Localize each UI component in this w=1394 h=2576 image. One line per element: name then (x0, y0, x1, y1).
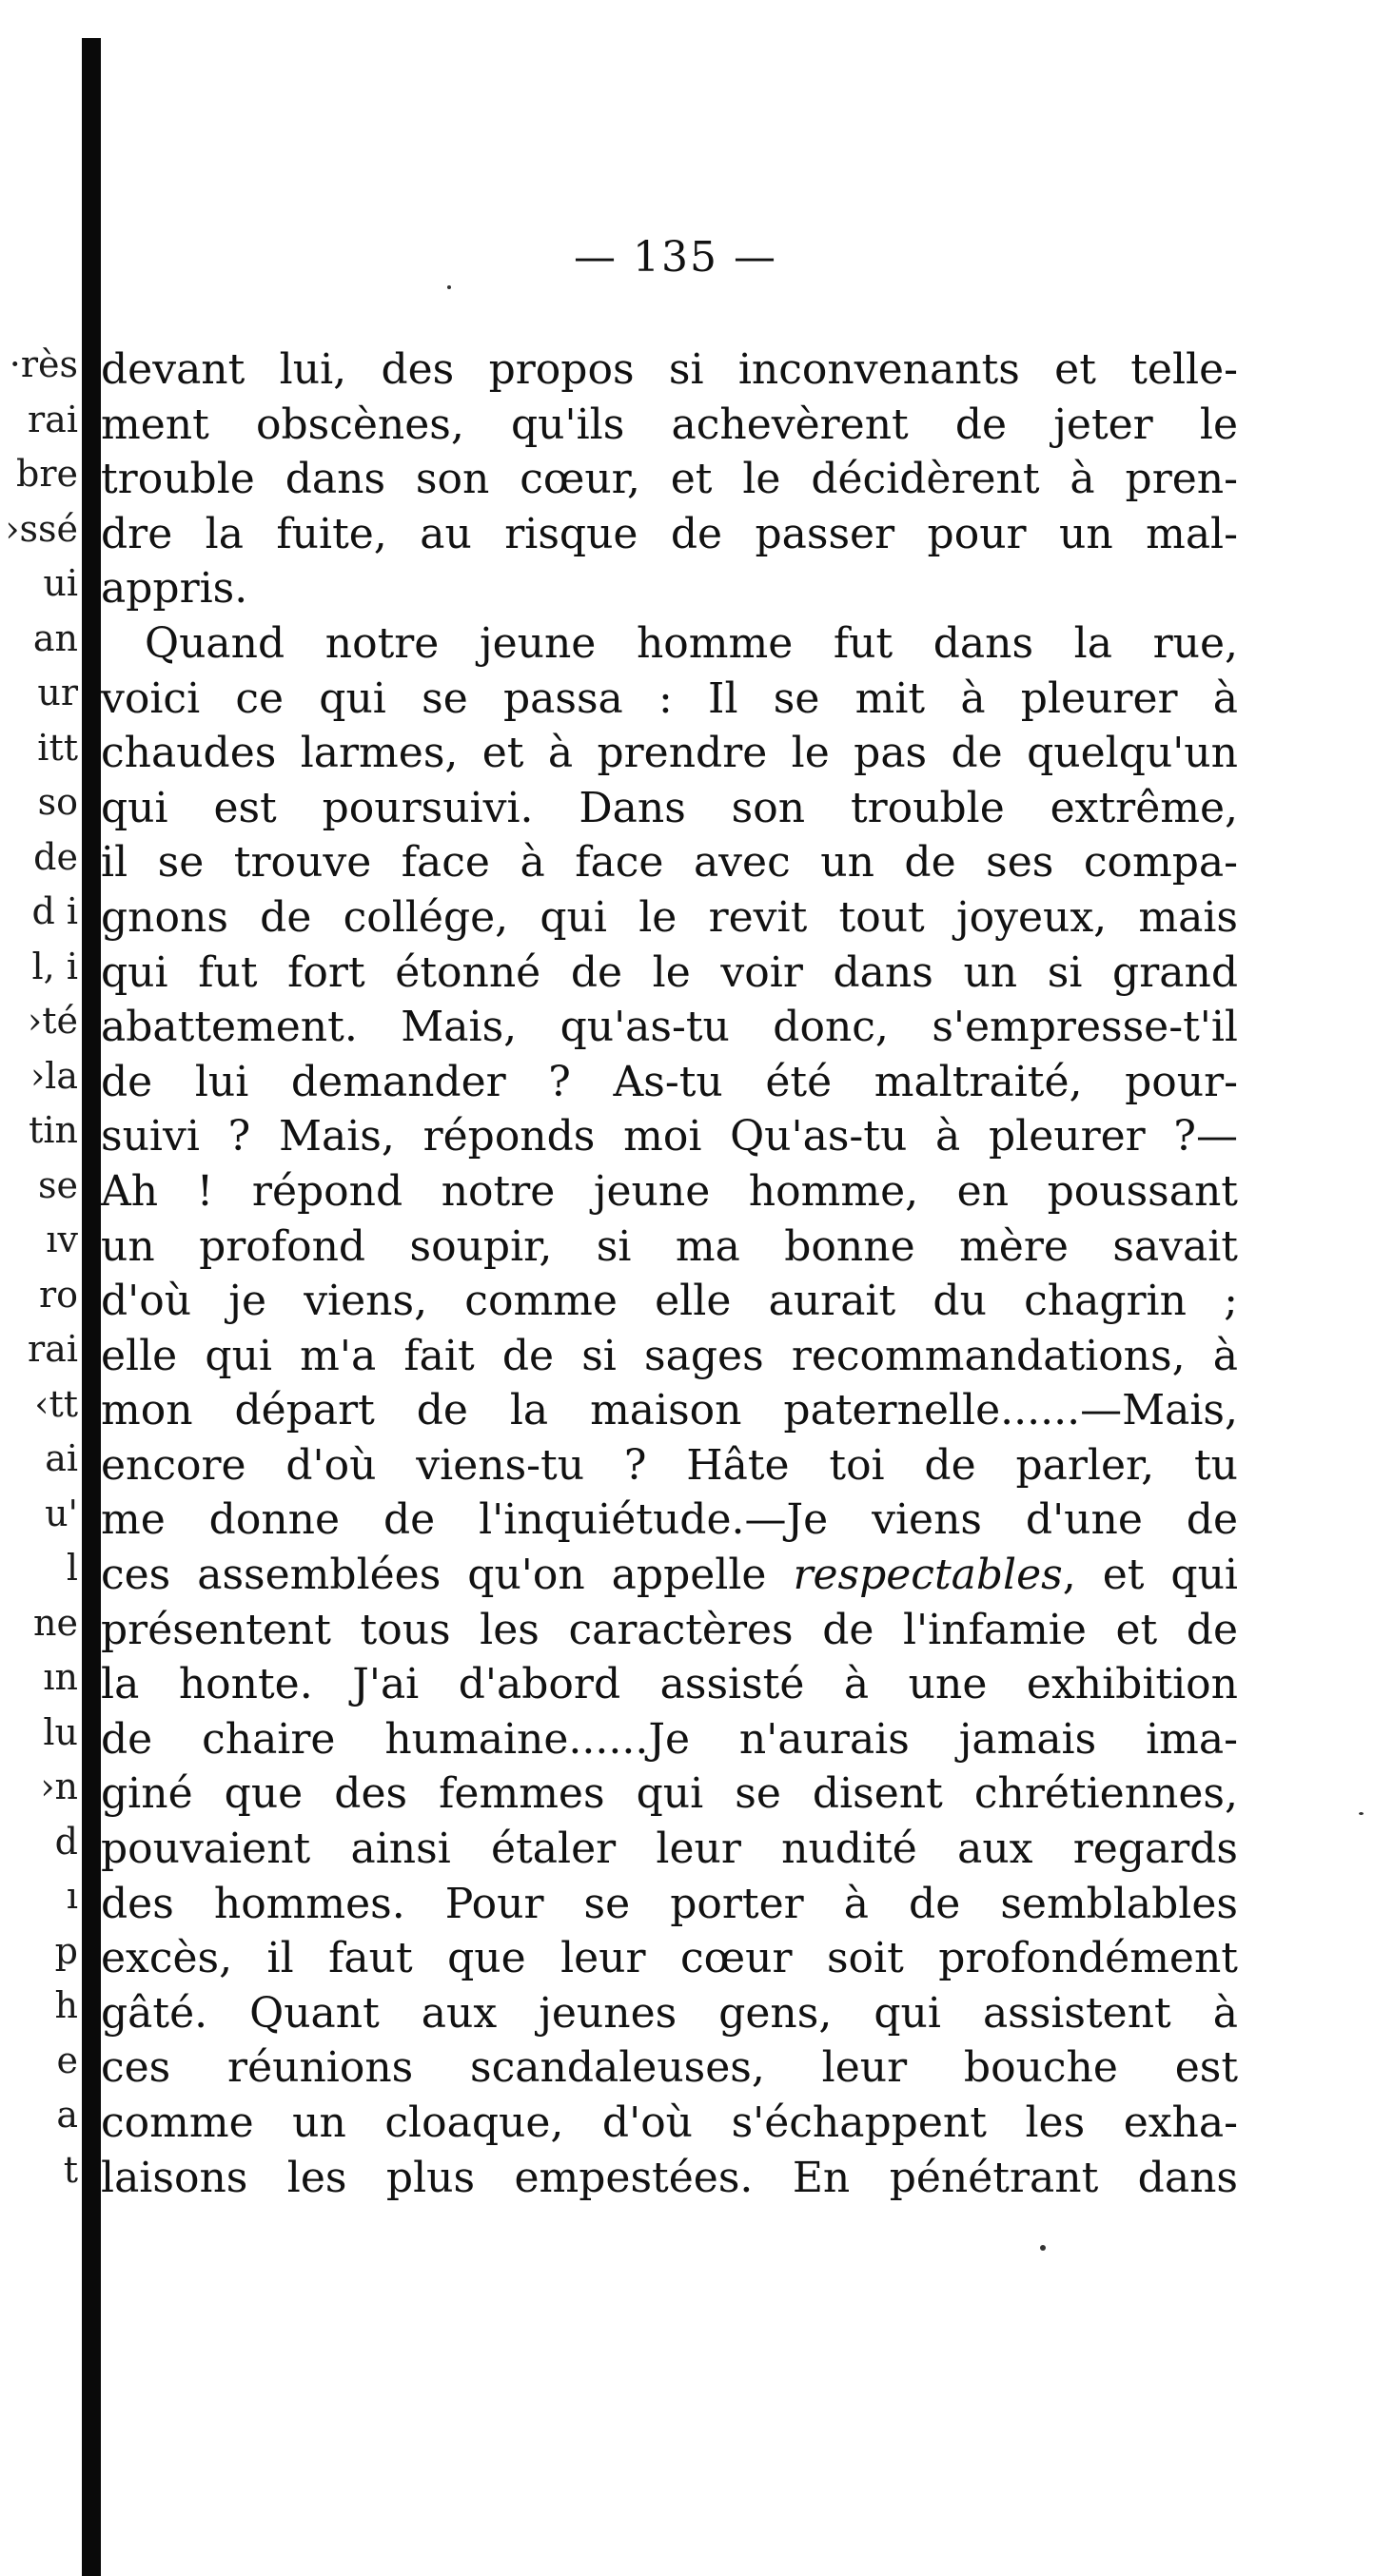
margin-fragment: p (54, 1929, 78, 1972)
text-line: de chaire humaine......Je n'aurais jamais ima- (101, 1714, 1238, 1764)
text-line: il se trouve face à face avec un de ses compa- (101, 838, 1238, 888)
text-line: appris. (101, 564, 248, 614)
text-line: dre la fuite, au risque de passer pour un mal- (101, 509, 1238, 558)
text-line: laisons les plus empestées. En pénétrant dans (101, 2153, 1238, 2202)
text-line: qui est poursuivi. Dans son trouble extrême, (101, 783, 1238, 832)
margin-fragment: e (56, 2039, 78, 2081)
margin-fragment: a (56, 2094, 78, 2136)
binding-shadow-bar (82, 38, 101, 2576)
text-line: elle qui m'a fait de si sages recommandations, à (101, 1331, 1238, 1380)
text-line: comme un cloaque, d'où s'échappent les exha- (101, 2098, 1238, 2147)
text-line: mon départ de la maison paternelle......—Mais, (101, 1386, 1238, 1435)
margin-fragment: l, i (31, 945, 78, 987)
text-line: excès, il faut que leur cœur soit profondément (101, 1934, 1238, 1983)
margin-fragment: ui (43, 562, 78, 604)
text-line: voici ce qui se passa : Il se mit à pleurer à (101, 673, 1238, 723)
margin-fragment: tin (29, 1109, 78, 1151)
text-line (101, 1548, 1238, 1603)
italic-term: respectables (793, 1551, 1063, 1600)
text-line: pouvaient ainsi étaler leur nudité aux regards (101, 1825, 1238, 1874)
text-line: suivi ? Mais, réponds moi Qu'as-tu à pleurer ?— (101, 1112, 1238, 1161)
margin-fragment: de (33, 835, 78, 878)
text-line: gnons de collége, qui le revit tout joyeux, mais (101, 892, 1238, 942)
margin-fragment: an (32, 616, 78, 659)
text-line: giné que des femmes qui se disent chrétiennes, (101, 1769, 1238, 1819)
margin-fragment: rai (28, 398, 78, 440)
adjacent-page-margin-fragments (0, 338, 82, 2240)
ink-speck (1040, 2245, 1046, 2251)
margin-fragment: ai (45, 1437, 78, 1479)
margin-fragment: ro (38, 1273, 78, 1316)
margin-fragment: ur (37, 672, 78, 713)
text-line: la honte. J'ai d'abord assisté à une exhibition (101, 1660, 1238, 1709)
text-line: ment obscènes, qu'ils achevèrent de jeter le (101, 400, 1238, 449)
text-line: me donne de l'inquiétude.—Je viens d'une de (101, 1495, 1238, 1545)
text-line: abattement. Mais, qu'as-tu donc, s'empresse-t'il (101, 1003, 1238, 1052)
margin-fragment: ıv (46, 1219, 78, 1260)
text-line: trouble dans son cœur, et le décidèrent à pren- (101, 455, 1238, 504)
margin-fragment: l (66, 1547, 78, 1589)
text-line: encore d'où viens-tu ? Hâte toi de parler, tu (101, 1440, 1238, 1490)
margin-fragment: ›ssé (5, 507, 78, 550)
margin-fragment: h (54, 1984, 78, 2026)
margin-fragment: se (38, 1163, 78, 1206)
text-line: gâté. Quant aux jeunes gens, qui assistent à (101, 1988, 1238, 2038)
margin-fragment: ›té (28, 1000, 78, 1042)
text-segment: ces assemblées qu'on appelle (101, 1551, 794, 1600)
margin-fragment: d (54, 1820, 78, 1863)
text-line: Ah ! répond notre jeune homme, en poussant (101, 1166, 1238, 1216)
margin-fragment: ı (66, 1875, 78, 1917)
margin-fragment: d i (31, 890, 78, 932)
text-line: de lui demander ? As-tu été maltraité, pour- (101, 1057, 1238, 1106)
ink-speck (447, 285, 451, 289)
margin-fragment: ›la (29, 1054, 78, 1097)
text-line: ces réunions scandaleuses, leur bouche est (101, 2043, 1238, 2093)
margin-fragment: ın (43, 1656, 78, 1698)
margin-fragment: lu (43, 1710, 78, 1753)
margin-fragment: ‹tt (34, 1382, 78, 1425)
margin-fragment: u' (45, 1492, 78, 1534)
text-line: un profond soupir, si ma bonne mère savait (101, 1221, 1238, 1271)
page-number: — 135 — (574, 233, 777, 282)
margin-fragment: t (63, 2148, 78, 2191)
margin-fragment: ne (33, 1601, 78, 1644)
text-segment: , et qui (1062, 1551, 1238, 1600)
text-line: présentent tous les caractères de l'infamie et de (101, 1605, 1238, 1654)
text-line: Quand notre jeune homme fut dans la rue, (145, 618, 1238, 668)
body-text (101, 342, 1238, 2205)
text-line: d'où je viens, comme elle aurait du chagrin ; (101, 1277, 1238, 1326)
text-line: devant lui, des propos si inconvenants et telle- (101, 345, 1238, 394)
margin-fragment: ·rès (9, 343, 78, 385)
text-line: des hommes. Pour se porter à de semblables (101, 1879, 1238, 1928)
text-line: chaudes larmes, et à prendre le pas de quelqu'un (101, 729, 1238, 778)
margin-fragment: so (37, 781, 78, 823)
margin-fragment: bre (16, 453, 78, 495)
ink-speck (1359, 1812, 1364, 1815)
margin-fragment: ›n (40, 1766, 78, 1807)
margin-fragment: rai (28, 1328, 78, 1370)
margin-fragment: itt (37, 726, 78, 769)
text-line: qui fut fort étonné de le voir dans un si grand (101, 947, 1238, 997)
